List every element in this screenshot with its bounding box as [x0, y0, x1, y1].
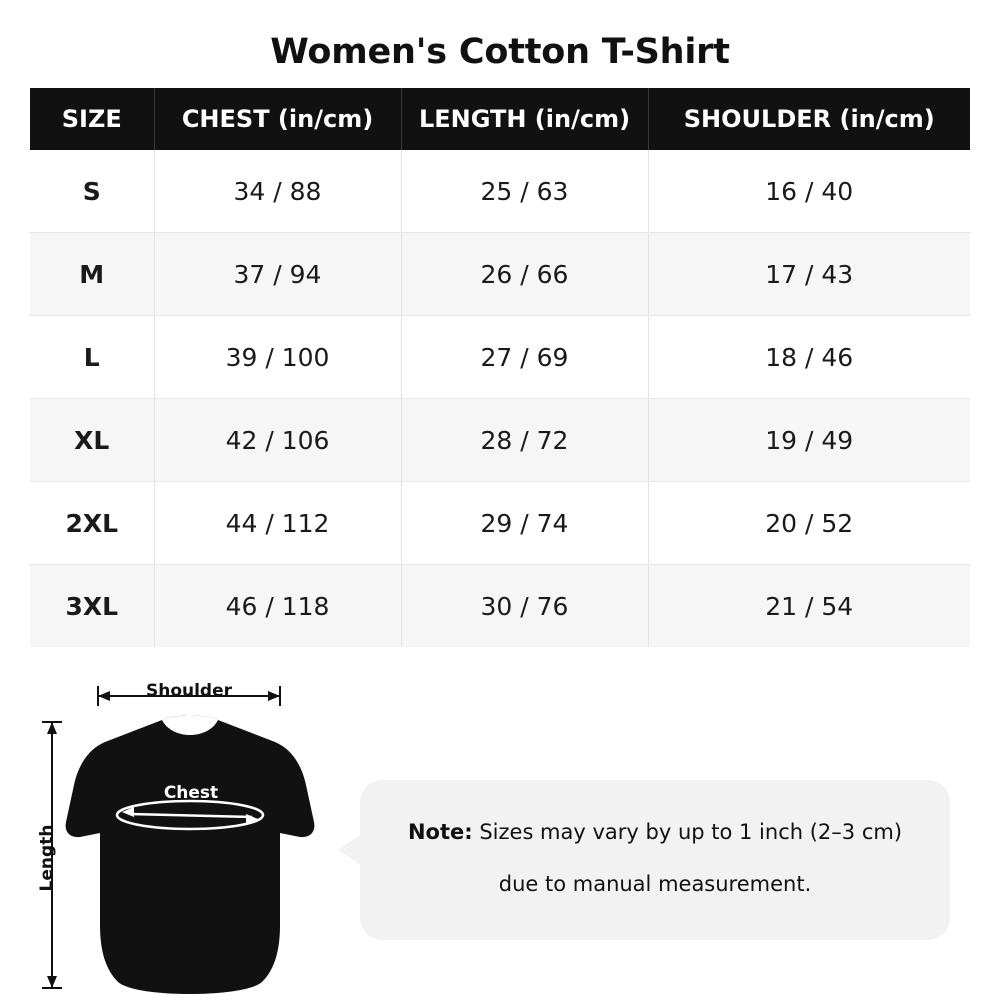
cell-size: 2XL: [30, 482, 154, 565]
cell-length: 26 / 66: [401, 233, 648, 316]
cell-size: S: [30, 150, 154, 233]
note-lead: Note:: [407, 820, 473, 844]
length-label: Length: [37, 824, 57, 892]
cell-chest: 44 / 112: [154, 482, 401, 565]
tshirt-shape: [66, 716, 315, 995]
column-header-size: SIZE: [30, 88, 154, 150]
size-table: [30, 88, 970, 647]
cell-shoulder: 18 / 46: [648, 316, 970, 399]
table-row: [30, 399, 970, 482]
cell-chest: 37 / 94: [154, 233, 401, 316]
cell-length: 30 / 76: [401, 565, 648, 648]
page-title: Women's Cotton T-Shirt: [270, 32, 730, 72]
cell-chest: 46 / 118: [154, 565, 401, 648]
table-row: [30, 565, 970, 648]
cell-chest: 34 / 88: [154, 150, 401, 233]
measurement-diagram: [0, 660, 1000, 1000]
cell-shoulder: 16 / 40: [648, 150, 970, 233]
cell-length: 28 / 72: [401, 399, 648, 482]
cell-length: 25 / 63: [401, 150, 648, 233]
cell-length: 27 / 69: [401, 316, 648, 399]
shoulder-label: Shoulder: [145, 681, 233, 701]
note-line-2: due to manual measurement.: [498, 872, 812, 896]
cell-shoulder: 20 / 52: [648, 482, 970, 565]
cell-shoulder: 19 / 49: [648, 399, 970, 482]
table-row: [30, 482, 970, 565]
table-row: [30, 316, 970, 399]
note-line-1: [394, 806, 916, 858]
cell-shoulder: 21 / 54: [765, 591, 854, 621]
cell-size: 3XL: [30, 565, 154, 648]
column-header-length: LENGTH (in/cm): [401, 88, 648, 150]
table-header: [30, 88, 970, 150]
cell-size: XL: [30, 399, 154, 482]
size-table-wrapper: [30, 88, 970, 647]
cell-size: M: [30, 233, 154, 316]
cell-shoulder: 17 / 43: [648, 233, 970, 316]
callout-tail: [338, 834, 362, 866]
tshirt-illustration: [30, 670, 360, 1000]
cell-chest: 39 / 100: [154, 316, 401, 399]
note-line-1-rest: Sizes may vary by up to 1 inch (2–3 cm): [472, 820, 903, 844]
chest-label: Chest: [163, 783, 219, 803]
column-header-chest: CHEST (in/cm): [154, 88, 401, 150]
table-row: [30, 233, 970, 316]
table-header-row: [30, 88, 970, 150]
cell-chest: 42 / 106: [154, 399, 401, 482]
cell-size: L: [30, 316, 154, 399]
cell-length: 29 / 74: [401, 482, 648, 565]
table-body: [30, 150, 970, 647]
table-row: [30, 150, 970, 233]
column-header-shoulder: SHOULDER (in/cm): [648, 88, 970, 150]
note-callout: [360, 780, 950, 940]
